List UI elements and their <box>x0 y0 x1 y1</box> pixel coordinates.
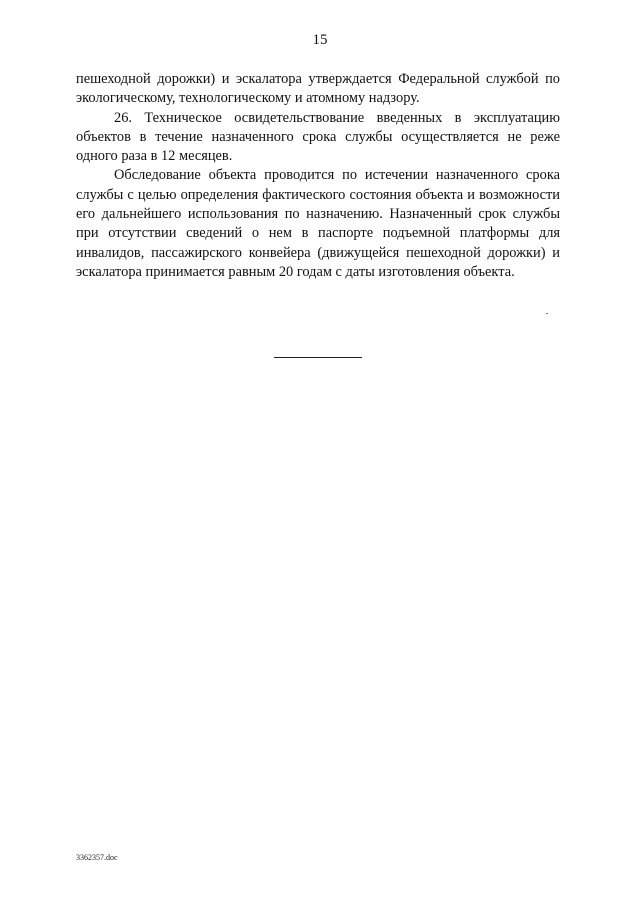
footer-file-name: 3362357.doc <box>76 853 118 862</box>
paragraph-item-26: 26. Техническое освидетельствование введенных в эксплуатацию объектов в течение назначенного срока службы осуществляется не реже одного раза в 12 месяцев. <box>76 109 560 165</box>
end-divider <box>274 357 362 358</box>
paragraph-continuation: пешеходной дорожки) и эскалатора утверждается Федеральной службой по экологическому, технологическому и атомному надзору. <box>76 71 560 107</box>
document-body <box>76 70 560 282</box>
paragraph-inspection: Обследование объекта проводится по истечении назначенного срока службы с целью определения фактического состояния объекта и возможности его дальнейшего использования по назначению. Назначенный срок службы при отсутствии сведений о нем в паспорте подъемной платформы для инвалидов, пассажирского конвейера (движущейся пешеходной дорожки) и эскалатора принимается равным 20 годам с даты изготовления объекта. <box>76 167 560 280</box>
scan-speck <box>546 313 548 314</box>
page-number: 15 <box>312 32 328 48</box>
